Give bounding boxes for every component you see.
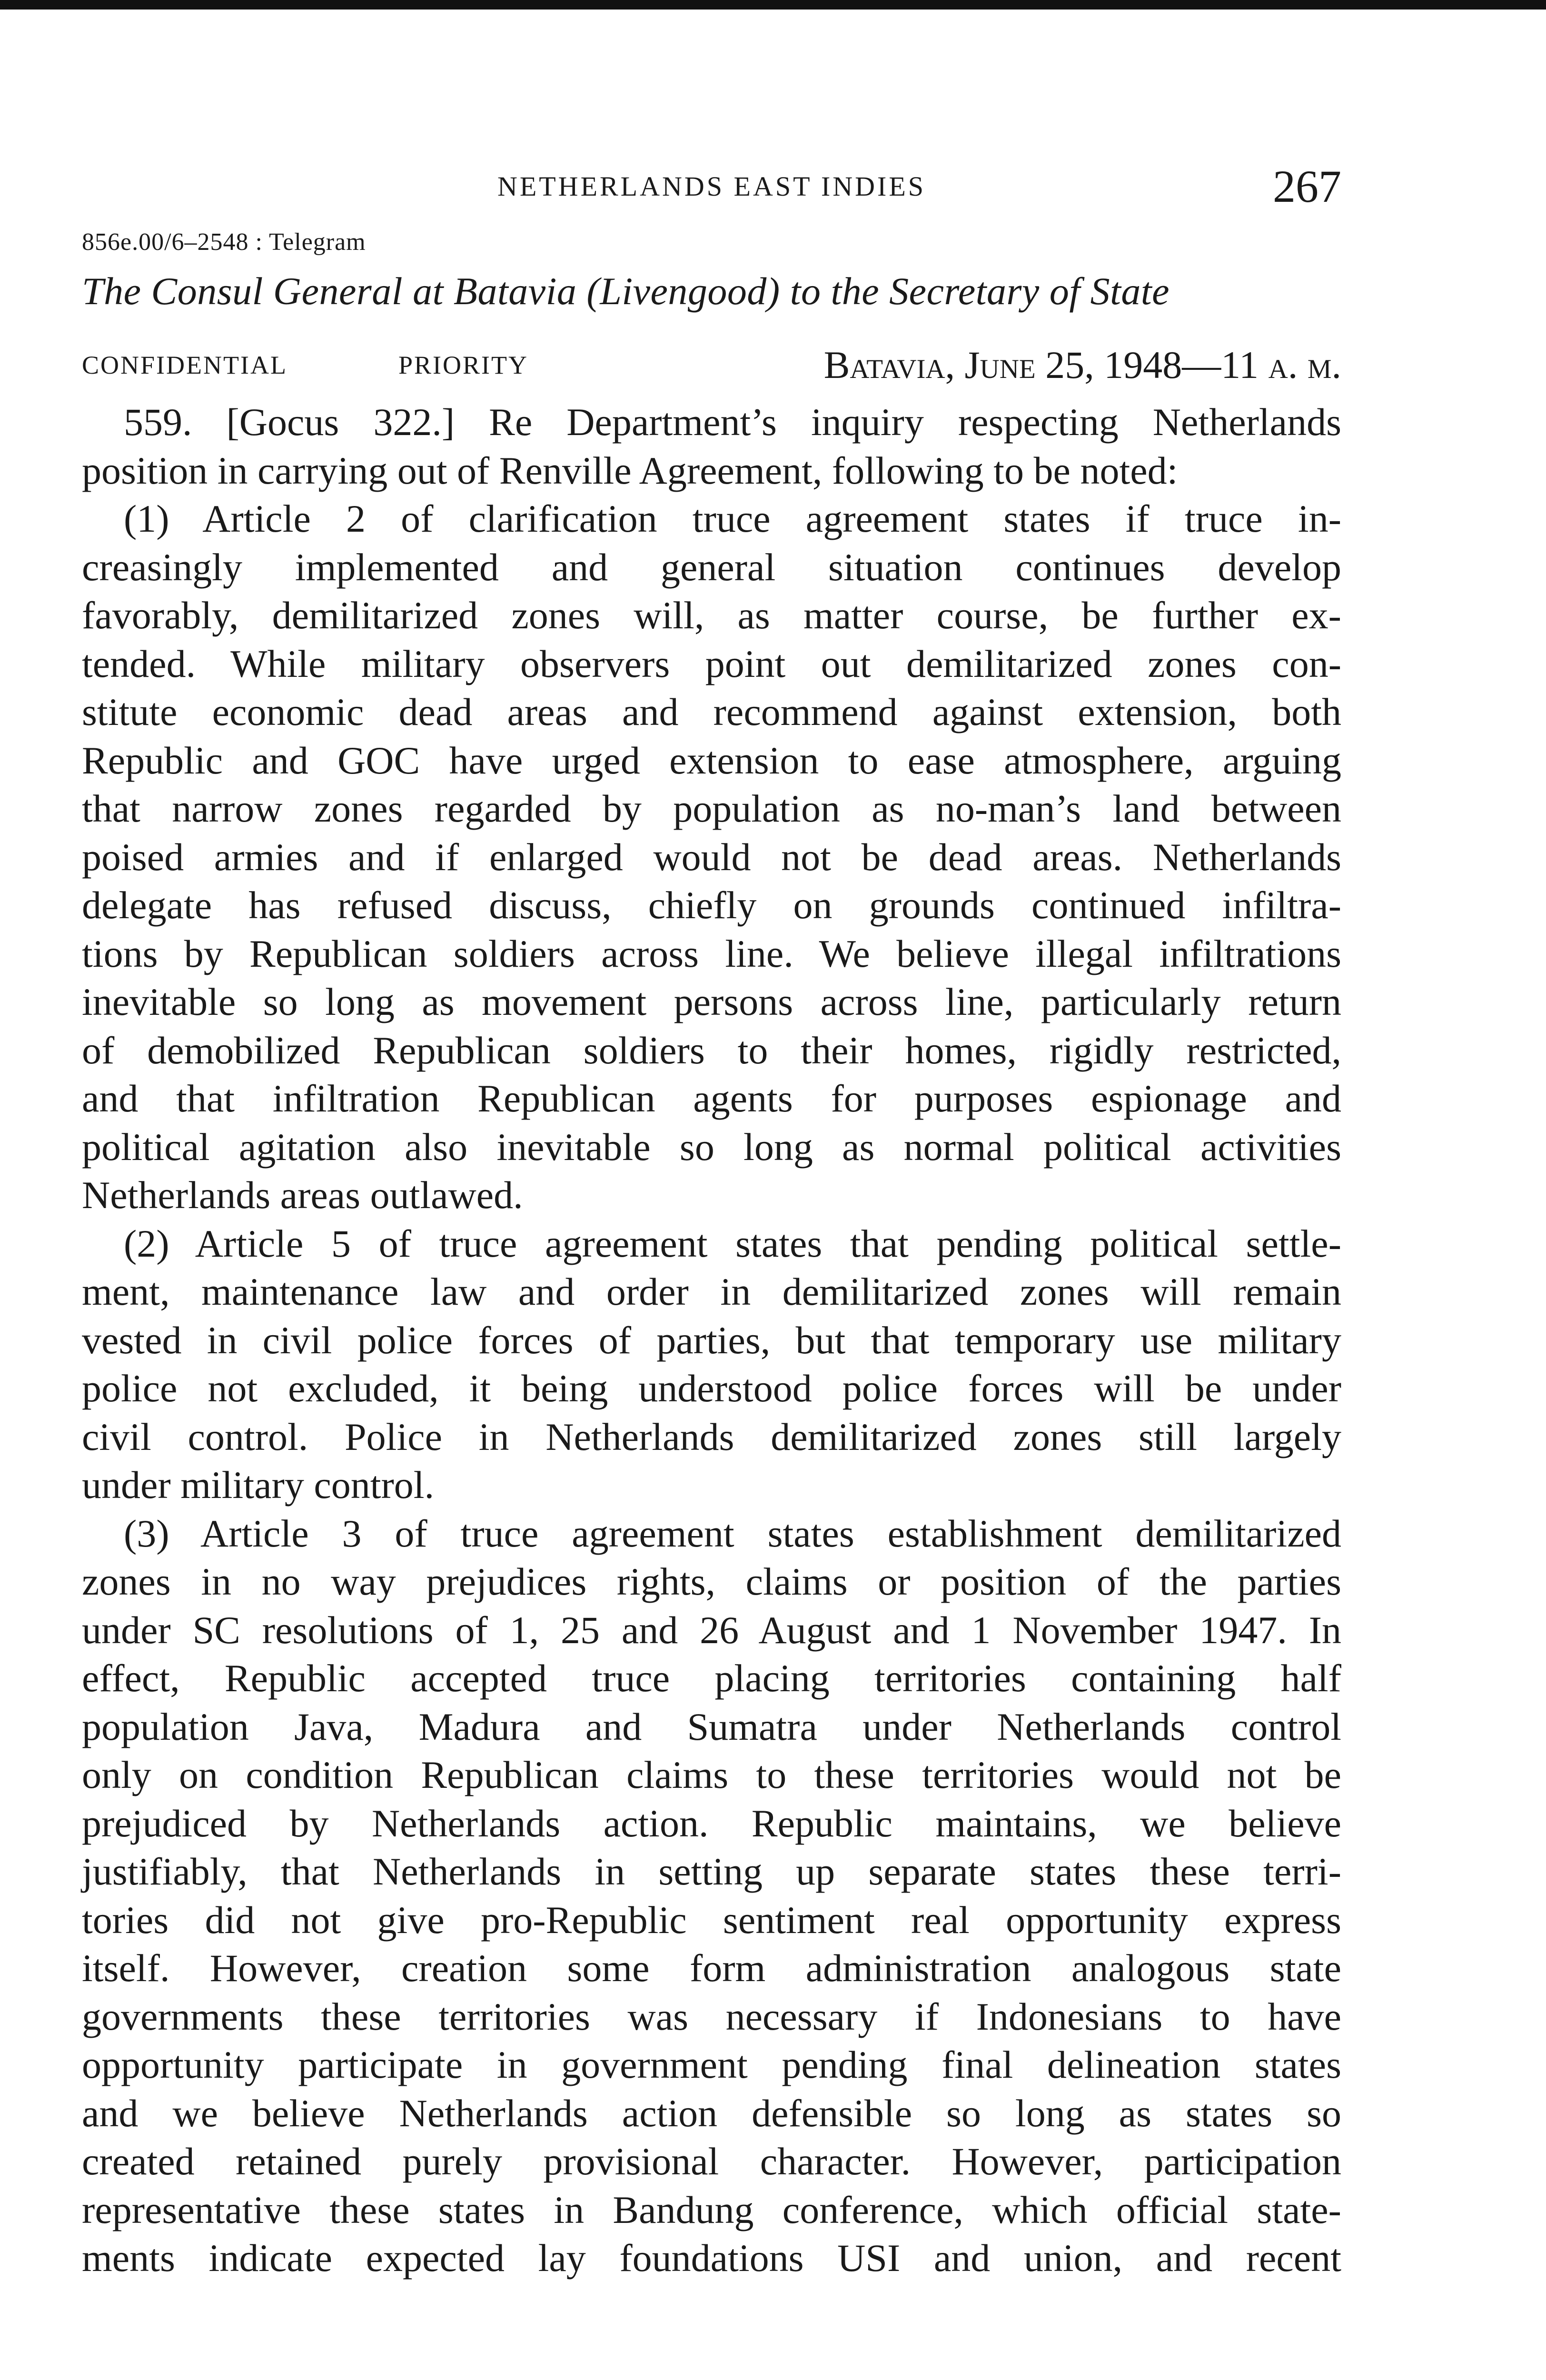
body-line: inevitable so long as movement persons across line, particularly return [82, 980, 1341, 1023]
body-line: Netherlands areas outlawed. [82, 1173, 523, 1217]
body-line: tories did not give pro-Republic sentiment real opportunity express [82, 1898, 1341, 1942]
telegram-body [82, 398, 1341, 2282]
document-page [82, 157, 1341, 2282]
scan-top-edge [0, 0, 1546, 10]
body-line: poised armies and if enlarged would not be dead areas. Netherlands [82, 835, 1341, 879]
file-reference: 856e.00/6–2548 : Telegram [82, 228, 366, 256]
body-line: itself. However, creation some form administration analogous state [82, 1946, 1341, 1990]
body-line: delegate has refused discuss, chiefly on grounds continued infiltra- [82, 883, 1341, 927]
body-line: ment, maintenance law and order in demilitarized zones will remain [82, 1270, 1341, 1313]
body-line: ments indicate expected lay foundations USI and union, and recent [82, 2236, 1341, 2280]
body-line: under military control. [82, 1463, 435, 1507]
priority-label: PRIORITY [398, 351, 529, 379]
body-line: creasingly implemented and general situation continues develop [82, 545, 1341, 589]
page-number: 267 [1273, 161, 1341, 212]
body-line: justifiably, that Netherlands in setting up separate states these terri- [82, 1850, 1341, 1893]
body-line: position in carrying out of Renville Agreement, following to be noted: [82, 448, 1178, 492]
body-line: (2) Article 5 of truce agreement states that pending political settle- [124, 1221, 1341, 1265]
body-line: tions by Republican soldiers across line. We believe illegal infiltrations [82, 932, 1341, 975]
body-line: under SC resolutions of 1, 25 and 26 August and 1 November 1947. In [82, 1608, 1341, 1652]
body-line: (3) Article 3 of truce agreement states establishment demilitarized [124, 1511, 1341, 1555]
telegram-meta-line [82, 339, 1341, 391]
body-line: representative these states in Bandung conference, which official state- [82, 2188, 1341, 2231]
body-line: opportunity participate in government pending final delineation states [82, 2043, 1341, 2086]
body-line: vested in civil police forces of parties, but that temporary use military [82, 1318, 1341, 1362]
running-head [82, 157, 1341, 214]
body-line: zones in no way prejudices rights, claims or position of the parties [82, 1560, 1341, 1603]
body-line: favorably, demilitarized zones will, as matter course, be further ex- [82, 594, 1341, 637]
body-line: and we believe Netherlands action defensible so long as states so [82, 2091, 1341, 2135]
body-line: only on condition Republican claims to these territories would not be [82, 1753, 1341, 1796]
body-line: (1) Article 2 of clarification truce agreement states if truce in- [124, 497, 1341, 540]
body-line: population Java, Madura and Sumatra under Netherlands control [82, 1705, 1341, 1748]
body-line: 559. [Gocus 322.] Re Department’s inquiry respecting Netherlands [124, 400, 1341, 444]
body-line: effect, Republic accepted truce placing territories containing half [82, 1656, 1341, 1700]
body-line: civil control. Police in Netherlands demilitarized zones still largely [82, 1415, 1341, 1458]
body-line: tended. While military observers point out demilitarized zones con- [82, 642, 1341, 685]
body-line: created retained purely provisional character. However, participation [82, 2140, 1341, 2183]
running-title: NETHERLANDS EAST INDIES [497, 171, 926, 202]
body-line: stitute economic dead areas and recommend against extension, both [82, 690, 1341, 734]
body-line: prejudiced by Netherlands action. Republic maintains, we believe [82, 1801, 1341, 1845]
body-line: of demobilized Republican soldiers to their homes, rigidly restricted, [82, 1028, 1341, 1072]
dateline: Batavia, June 25, 1948—11 a. m. [823, 343, 1341, 387]
classification-label: CONFIDENTIAL [82, 351, 287, 379]
body-line: police not excluded, it being understood police forces will be under [82, 1367, 1341, 1410]
body-line: Republic and GOC have urged extension to ease atmosphere, arguing [82, 738, 1341, 782]
document-title: The Consul General at Batavia (Livengood) to the Secretary of State [82, 269, 1170, 313]
body-line: and that infiltration Republican agents for purposes espionage and [82, 1077, 1341, 1120]
body-line: political agitation also inevitable so long as normal political activities [82, 1125, 1341, 1169]
body-line: that narrow zones regarded by population as no-man’s land between [82, 787, 1341, 830]
body-line: governments these territories was necessary if Indonesians to have [82, 1994, 1341, 2038]
